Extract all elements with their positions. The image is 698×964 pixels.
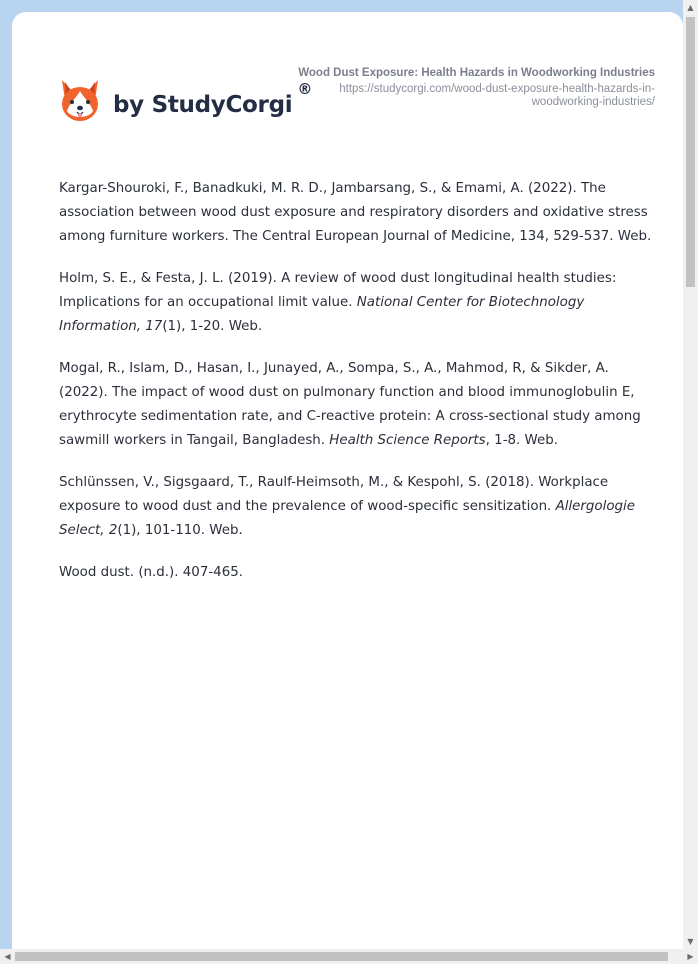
reference-text: Wood dust. (n.d.). 407-465. [59, 565, 243, 580]
reference-text: Mogal, R., Islam, D., Hasan, I., Junayed, A., Sompa, S., A., Mahmod, R, & Sikder, A. (2022). The impact of wood dust on pulmonary function and blood immunoglobulin E, erythrocyte sedimentation rate, and C-reactive protein: A cross-sectional study among sawmill workers in Tangail, Bangladesh. [59, 361, 641, 448]
scroll-down-icon[interactable]: ▼ [687, 937, 694, 946]
document-page [12, 12, 683, 952]
reference-item [59, 177, 659, 249]
reference-details: , 1-8. Web. [485, 433, 559, 448]
reference-text: Kargar-Shouroki, F., Banadkuki, M. R. D., Jambarsang, S., & Emami, A. (2022). The association between wood dust exposure and respiratory disorders and oxidative stress among furniture workers. The Central European Journal of Medicine, 134, 529-537. Web. [59, 181, 652, 244]
reference-item [59, 357, 659, 453]
reference-source: Allergologie Select, 2 [59, 499, 635, 538]
document-title: Wood Dust Exposure: Health Hazards in Woodworking Industries [298, 67, 655, 79]
reference-details: (1), 1-20. Web. [162, 319, 263, 334]
horizontal-scroll-thumb[interactable] [15, 952, 668, 961]
reference-source: Health Science Reports [329, 433, 486, 448]
corgi-icon [59, 78, 101, 124]
document-url[interactable]: https://studycorgi.com/wood-dust-exposure-health-hazards-in-woodworking-industries/ [339, 83, 655, 108]
scroll-up-icon[interactable]: ▲ [687, 3, 694, 12]
reference-list [59, 177, 659, 603]
reference-text: Schlünssen, V., Sigsgaard, T., Raulf-Heimsoth, M., & Kespohl, S. (2018). Workplace exposure to wood dust and the prevalence of wood-specific sensitization. [59, 475, 609, 514]
reference-text: Holm, S. E., & Festa, J. L. (2019). A review of wood dust longitudinal health studies: Implications for an occupational limit value. [59, 271, 617, 310]
reference-source: National Center for Biotechnology Information, 17 [59, 295, 585, 334]
horizontal-scrollbar[interactable] [0, 949, 698, 964]
reference-details: (1), 101-110. Web. [117, 523, 243, 538]
brand-name: by StudyCorgi [113, 92, 293, 118]
scroll-right-icon[interactable]: ▶ [687, 952, 694, 961]
studycorgi-logo[interactable] [59, 76, 312, 126]
vertical-scrollbar[interactable] [683, 0, 698, 949]
document-meta [295, 66, 655, 109]
vertical-scroll-thumb[interactable] [686, 17, 695, 287]
reference-item [59, 471, 659, 543]
registered-mark: ® [297, 80, 313, 98]
reference-item [59, 267, 659, 339]
reference-item [59, 561, 659, 585]
scroll-left-icon[interactable]: ◀ [4, 952, 11, 961]
